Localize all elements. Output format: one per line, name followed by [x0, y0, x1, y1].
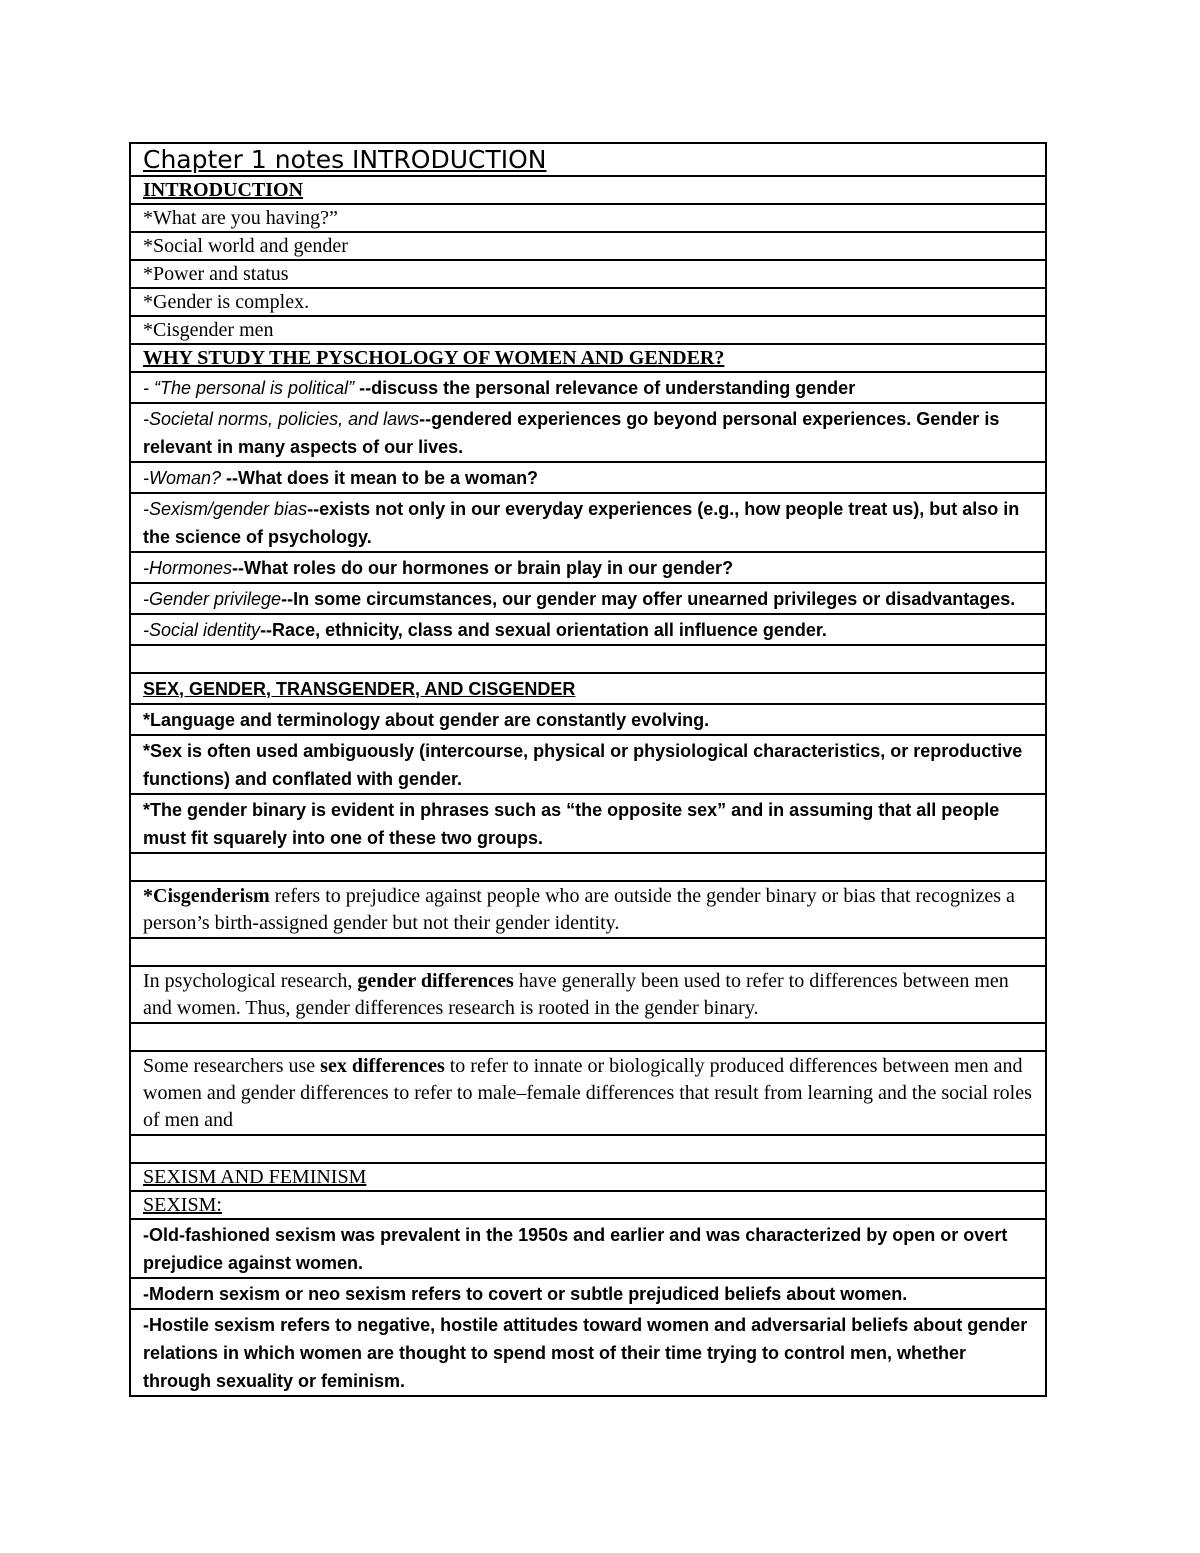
cisgenderism-row	[130, 881, 1046, 938]
why-row	[130, 552, 1046, 583]
prefix: Some researchers use	[143, 1055, 321, 1077]
description: --In some circumstances, our gender may offer unearned privileges or disadvantages.	[281, 589, 1016, 609]
table-row	[130, 1135, 1046, 1163]
empty-cell	[130, 645, 1046, 673]
table-row	[130, 493, 1046, 552]
term: -Modern sexism	[143, 1284, 281, 1304]
section-heading-why-study: WHY STUDY THE PYSCHOLOGY OF WOMEN AND GENDER?	[130, 344, 1046, 372]
hostile-sexism-row	[130, 1309, 1046, 1396]
description: --discuss the personal relevance of understanding gender	[354, 378, 856, 398]
prefix: *The	[143, 800, 188, 820]
table-row	[130, 881, 1046, 938]
description: --gendered experiences go beyond personal experiences. Gender is relevant in many aspects of our lives.	[143, 409, 1000, 457]
empty-cell	[130, 938, 1046, 966]
term: -Gender privilege	[143, 589, 282, 609]
table-row	[130, 704, 1046, 735]
table-row	[130, 1278, 1046, 1309]
description: --exists not only in our everyday experiences (e.g., how people treat us), but also in the science of psychology.	[143, 499, 1020, 547]
table-row	[130, 794, 1046, 853]
table-row	[130, 552, 1046, 583]
section-heading-sex-gender: SEX, GENDER, TRANSGENDER, AND CISGENDER	[130, 673, 1046, 704]
table-row	[130, 1219, 1046, 1278]
table-row	[130, 938, 1046, 966]
connector: or	[280, 1284, 309, 1304]
term: gender binary	[187, 800, 307, 820]
table-row	[130, 1309, 1046, 1396]
sex-row	[130, 735, 1046, 794]
table-row	[130, 1191, 1046, 1219]
table-row	[130, 143, 1046, 176]
notes-table	[129, 142, 1047, 1397]
table-row	[130, 462, 1046, 493]
table-row	[130, 614, 1046, 645]
term: -Hormones	[143, 558, 233, 578]
term: -Social identity	[143, 620, 261, 640]
subheading-sexism: SEXISM:	[130, 1191, 1046, 1219]
table-row	[130, 583, 1046, 614]
table-row	[130, 1051, 1046, 1135]
term: *Sex	[143, 741, 183, 761]
description: refers to covert or subtle prejudiced beliefs about women.	[406, 1284, 908, 1304]
table-row	[130, 372, 1046, 403]
term: -Woman?	[143, 468, 222, 488]
list-item: *Gender is complex.	[130, 288, 1046, 316]
description: --Race, ethnicity, class and sexual orientation all influence gender.	[260, 620, 827, 640]
why-row	[130, 614, 1046, 645]
description: to refer to innate or biologically produced differences between men and women and gender differences to refer to male–female differences that result from learning and the social roles of men and	[143, 1055, 1032, 1131]
empty-cell	[130, 1023, 1046, 1051]
table-row	[130, 1023, 1046, 1051]
table-row	[130, 232, 1046, 260]
language-row: *Language and terminology about gender are constantly evolving.	[130, 704, 1046, 735]
description: --What does it mean to be a woman?	[221, 468, 539, 488]
term: gender differences	[357, 970, 514, 992]
why-row	[130, 583, 1046, 614]
empty-cell	[130, 1135, 1046, 1163]
gender-differences-row	[130, 966, 1046, 1023]
list-item: *Power and status	[130, 260, 1046, 288]
description: refers to negative, hostile attitudes toward women and adversarial beliefs about gender relations in which women are thought to spend most of their time trying to control men, whether through sexuality or feminism.	[143, 1315, 1028, 1391]
description: is evident in phrases such as “the opposite sex” and in assuming that all people must fit squarely into one of these two groups.	[143, 800, 1000, 848]
table-row	[130, 673, 1046, 704]
list-item: *Social world and gender	[130, 232, 1046, 260]
term: -Hostile sexism	[143, 1315, 276, 1335]
description: have generally been used to refer to differences between men and women. Thus, gender differences research is rooted in the gender binary.	[143, 970, 1009, 1019]
table-row	[130, 288, 1046, 316]
term: -Sexism/gender bias	[143, 499, 308, 519]
table-row	[130, 176, 1046, 204]
term: -Societal norms, policies, and laws	[143, 409, 420, 429]
list-item: *What are you having?”	[130, 204, 1046, 232]
description: was prevalent in the 1950s and earlier and was characterized by open or overt prejudice against women.	[143, 1225, 1008, 1273]
description: refers to prejudice against people who are outside the gender binary or bias that recognizes a person’s birth-assigned gender but not their gender identity.	[143, 885, 1015, 934]
table-row	[130, 403, 1046, 462]
empty-cell	[130, 853, 1046, 881]
table-row	[130, 735, 1046, 794]
binary-row	[130, 794, 1046, 853]
term: neo sexism	[308, 1284, 407, 1304]
table-row	[130, 204, 1046, 232]
table-row	[130, 260, 1046, 288]
why-row	[130, 372, 1046, 403]
sex-differences-row	[130, 1051, 1046, 1135]
document-title: Chapter 1 notes INTRODUCTION	[130, 143, 1046, 176]
description: --What roles do our hormones or brain play in our gender?	[232, 558, 734, 578]
table-row	[130, 853, 1046, 881]
section-heading-sexism-feminism: SEXISM AND FEMINISM	[130, 1163, 1046, 1191]
table-row	[130, 966, 1046, 1023]
term: *Cisgenderism	[143, 885, 270, 907]
modern-sexism-row	[130, 1278, 1046, 1309]
old-fashioned-sexism-row	[130, 1219, 1046, 1278]
list-item: *Cisgender men	[130, 316, 1046, 344]
term: -Old-fashioned sexism	[143, 1225, 337, 1245]
description: is often used ambiguously (intercourse, physical or physiological characteristics, or reproductive functions) and conflated with gender.	[143, 741, 1023, 789]
table-row	[130, 645, 1046, 673]
term: sex differences	[320, 1055, 445, 1077]
why-row	[130, 403, 1046, 462]
term: - “The personal is political”	[143, 378, 355, 398]
table-row	[130, 1163, 1046, 1191]
why-row	[130, 493, 1046, 552]
table-row	[130, 316, 1046, 344]
prefix: In psychological research,	[143, 970, 358, 992]
section-heading-introduction: INTRODUCTION	[130, 176, 1046, 204]
table-row	[130, 344, 1046, 372]
why-row	[130, 462, 1046, 493]
